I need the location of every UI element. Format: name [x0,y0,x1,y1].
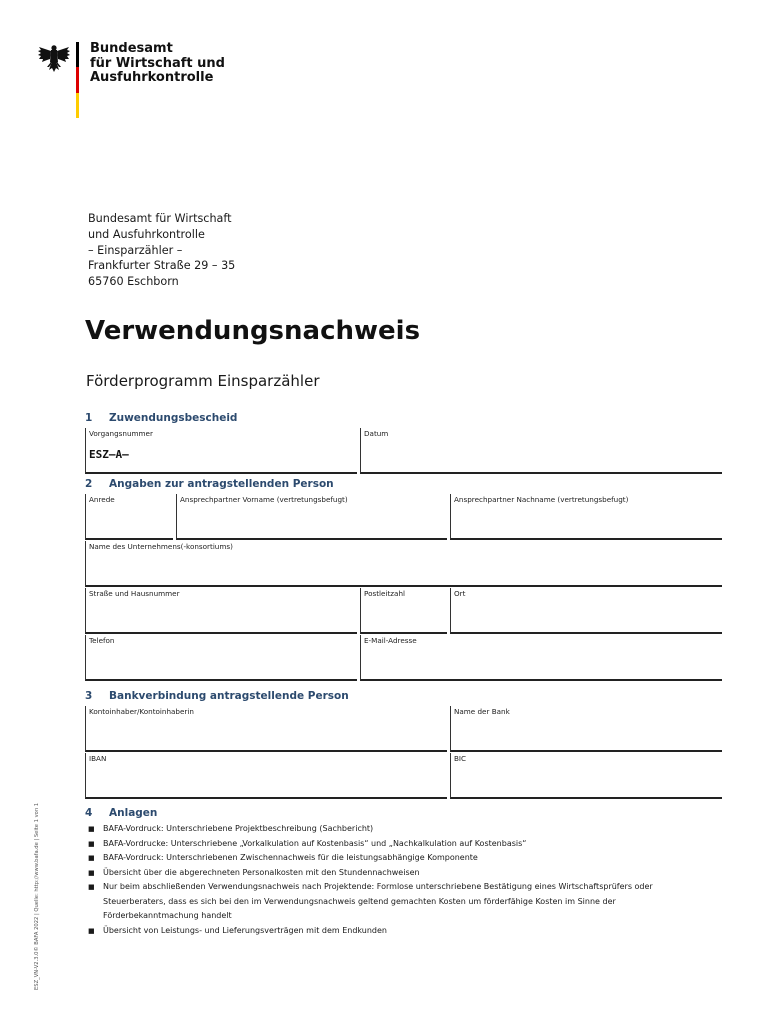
flag-color-bar [76,42,79,118]
section-number: 2 [85,478,93,490]
section-number: 1 [85,412,93,424]
field-label: Straße und Hausnummer [89,589,180,598]
field-label: Datum [364,429,389,438]
nachname-field[interactable] [450,494,722,540]
bullet-icon: ■ [88,868,95,877]
flag-stripe-gold [76,93,79,118]
bic-field[interactable] [450,753,722,799]
attachment-text: BAFA-Vordruck: Unterschriebenen Zwischennachweis für die leistungsabhängige Komponente [103,853,478,862]
attachment-item [88,895,708,910]
attachment-text: BAFA-Vordrucke: Unterschriebene „Vorkalkulation auf Kostenbasis“ und „Nachkalkulation auf Kostenbasis“ [103,838,527,848]
document-title: Verwendungsnachweis [85,316,421,346]
attachment-text: Übersicht von Leistungs- und Lieferungsverträgen mit dem Endkunden [103,925,388,935]
section-title: Bankverbindung antragstellende Person [109,690,349,702]
email-field[interactable] [360,635,722,681]
anrede-field[interactable] [85,494,173,540]
field-label: Anrede [89,495,115,504]
attachment-text: BAFA-Vordruck: Unterschriebene Projektbeschreibung (Sachbericht) [103,824,374,833]
logo-line: Ausfuhrkontrolle [90,70,214,85]
attachment-item [88,880,708,895]
form-version-note: ESZ_VN-V2.3.0© BAFA 2022 | Quelle: http://www.bafa.de | Seite 1 von 1 [34,802,40,990]
flag-stripe-red [76,67,79,92]
address-line: Bundesamt für Wirtschaft [88,212,232,225]
attachment-text: Nur beim abschließenden Verwendungsnachweis nach Projektende: Formlose unterschriebene Bestätigung eines Wirtschaftsprüfers oder [103,882,653,891]
plz-field[interactable] [360,588,447,634]
bank-name-field[interactable] [450,706,722,752]
kontoinhaber-field[interactable] [85,706,447,752]
address-line: – Einsparzähler – [88,243,183,257]
vorname-field[interactable] [176,494,447,540]
bullet-icon: ■ [88,883,95,891]
flag-stripe-black [76,42,79,67]
attachment-item [88,866,708,881]
attachments-list [88,822,708,938]
vorgangsnummer-field[interactable] [85,428,357,474]
bullet-icon: ■ [88,854,95,862]
field-label: Ort [454,589,466,598]
section-number: 4 [85,807,93,819]
address-line: und Ausfuhrkontrolle [88,227,205,241]
unternehmen-field[interactable] [85,541,722,587]
document-subtitle: Förderprogramm Einsparzähler [86,372,320,390]
section-title: Zuwendungsbescheid [109,412,238,424]
attachment-item [88,837,708,852]
vorgangsnummer-value: ESZ–A– [89,448,129,461]
telefon-field[interactable] [85,635,357,681]
field-label: Telefon [89,636,115,645]
field-label: BIC [454,754,467,763]
agency-logo-text [90,42,225,86]
section-heading-zuwendungsbescheid [85,412,237,424]
strasse-field[interactable] [85,588,357,634]
federal-eagle-icon [38,42,70,74]
attachment-text: Förderbekanntmachung handelt [103,911,232,920]
attachment-text: Übersicht über die abgerechneten Personalkosten mit den Stundennachweisen [103,867,420,877]
datum-field[interactable] [360,428,722,474]
field-label: IBAN [89,754,107,763]
ort-field[interactable] [450,588,722,634]
bullet-icon: ■ [88,825,95,833]
field-label: Name der Bank [454,707,510,716]
logo-line: für Wirtschaft und [90,55,225,71]
address-line: Frankfurter Straße 29 – 35 [88,259,236,273]
address-line: 65760 Eschborn [88,275,179,289]
bullet-icon: ■ [88,839,95,848]
section-heading-antragsteller [85,478,334,490]
attachment-item [88,909,708,924]
recipient-address [88,211,235,290]
section-title: Anlagen [109,807,158,819]
field-label: Kontoinhaber/Kontoinhaberin [89,707,194,716]
attachment-item [88,851,708,866]
logo-line: Bundesamt [90,41,173,56]
attachment-text: Steuerberaters, dass es sich bei den im Verwendungsnachweis geltend gemachten Kosten um förderfähige Kosten im Sinne der [103,896,616,906]
field-label: Name des Unternehmens(-konsortiums) [89,542,233,551]
section-number: 3 [85,690,93,702]
attachment-item [88,822,708,837]
field-label: Ansprechpartner Vorname (vertretungsbefugt) [180,495,348,504]
field-label: Ansprechpartner Nachname (vertretungsbefugt) [454,495,629,504]
iban-field[interactable] [85,753,447,799]
field-label: Vorgangsnummer [89,429,153,438]
section-title: Angaben zur antragstellenden Person [109,478,334,490]
field-label: Postleitzahl [364,589,406,598]
section-heading-bankverbindung [85,690,349,702]
attachment-item [88,924,708,939]
field-label: E-Mail-Adresse [364,636,417,645]
bullet-icon: ■ [88,926,95,935]
section-heading-anlagen [85,807,157,819]
